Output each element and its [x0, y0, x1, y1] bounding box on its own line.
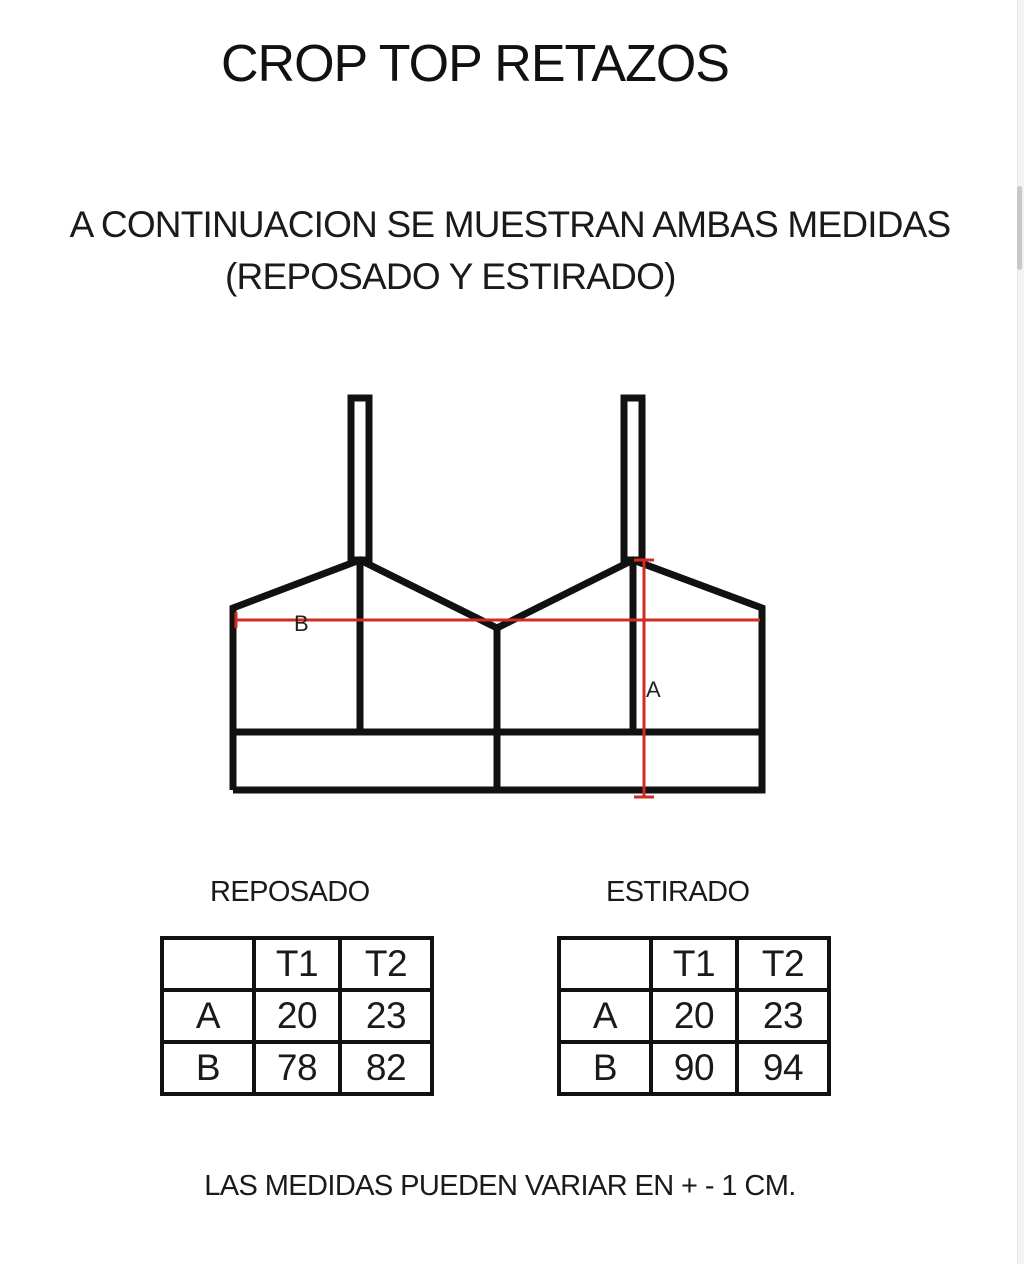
- label-a: A: [646, 677, 661, 702]
- table-cell: 82: [340, 1042, 432, 1094]
- reposado-table: [160, 936, 434, 1096]
- header-cell: T2: [340, 938, 432, 990]
- table-cell: 90: [651, 1042, 737, 1094]
- table-row: [559, 1042, 829, 1094]
- table-cell: 23: [340, 990, 432, 1042]
- header-cell: T2: [737, 938, 829, 990]
- table-row: [559, 990, 829, 1042]
- header-cell: T1: [651, 938, 737, 990]
- header-cell: [559, 938, 651, 990]
- left-strap: [351, 398, 369, 560]
- page-title: CROP TOP RETAZOS: [221, 35, 729, 93]
- table-cell: 23: [737, 990, 829, 1042]
- label-b: B: [294, 611, 309, 636]
- table-cell: 78: [254, 1042, 340, 1094]
- row-label: B: [559, 1042, 651, 1094]
- intro-line-1: A CONTINUACION SE MUESTRAN AMBAS MEDIDAS: [69, 204, 951, 245]
- table-row: [559, 938, 829, 990]
- header-cell: T1: [254, 938, 340, 990]
- table-cell: 20: [651, 990, 737, 1042]
- row-label: A: [559, 990, 651, 1042]
- table-cell: 20: [254, 990, 340, 1042]
- table-row: [162, 938, 432, 990]
- right-strap: [624, 398, 642, 560]
- table-row: [162, 1042, 432, 1094]
- estirado-table: [557, 936, 831, 1096]
- footnote: LAS MEDIDAS PUEDEN VARIAR EN + - 1 CM.: [204, 1170, 796, 1202]
- garment-outline: [233, 398, 762, 790]
- row-label: B: [162, 1042, 254, 1094]
- table-cell: 94: [737, 1042, 829, 1094]
- reposado-title: REPOSADO: [210, 876, 370, 908]
- row-label: A: [162, 990, 254, 1042]
- header-cell: [162, 938, 254, 990]
- estirado-title: ESTIRADO: [606, 876, 750, 908]
- intro-line-2: (REPOSADO Y ESTIRADO): [225, 256, 676, 297]
- table-row: [162, 990, 432, 1042]
